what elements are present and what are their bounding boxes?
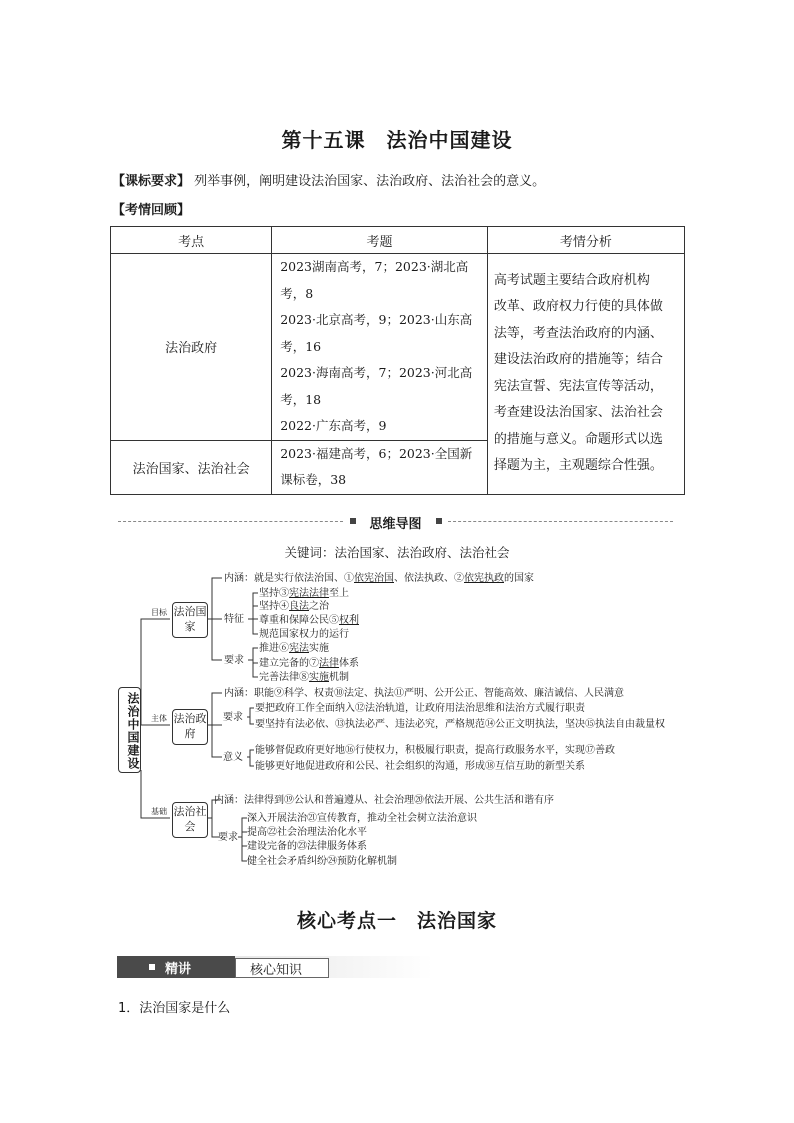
yaoqiu-item: 建设完备的㉓法律服务体系 [247,841,367,852]
list-item: 1．法治国家是什么 [118,1001,231,1016]
table-header: 考情分析 [487,227,684,254]
tezheng-item: 坚持④良法之治 [259,601,329,612]
table-cell-point: 法治政府 [111,254,272,441]
curriculum-label: 【课标要求】 [112,174,191,189]
tezheng-item: 坚持③宪法法律至上 [259,588,349,599]
neihan-line: 内涵：就是实行依法治国、①依宪治国、依法执政、②依宪执政的国家 [224,573,534,584]
yaoqiu-item: 建立完备的⑦法律体系 [259,658,359,669]
yaoqiu-item: 要把政府工作全面纳入⑫法治轨道，让政府用法治思维和法治方式履行职责 [255,703,585,714]
analysis-line: 高考试题主要结合政府机构 [493,272,650,288]
yiyi-item: 能够督促政府更好地⑯行使权力，积极履行职责，提高行政服务水平，实现⑰善政 [255,745,615,756]
table-header: 考点 [111,227,272,254]
question-line: 2022·广东高考，9 [280,418,387,433]
analysis-line: 择题为主，主观题综合性强。 [493,458,663,474]
branch-tag: 基础 [151,807,167,816]
tezheng-item: 规范国家权力的运行 [259,629,349,640]
review-label: 【考情回顾】 [112,203,191,218]
branch-box-government: 法治政府 [172,709,208,745]
analysis-line: 改革、政府权力行使的具体做 [493,299,663,315]
yaoqiu-label: 要求 [224,655,244,666]
question-line: 考，18 [280,391,322,407]
section-title: 核心考点一 法治国家 [296,910,497,932]
yaoqiu-item: 深入开展法治㉑宣传教育，推动全社会树立法治意识 [247,813,477,824]
banner-right-text: 核心知识 [250,963,303,978]
table-header: 考题 [272,227,488,254]
yaoqiu-item: 提高㉒社会治理法治化水平 [247,827,367,838]
page-title: 第十五课 法治中国建设 [281,128,513,152]
tezheng-item: 尊重和保障公民⑤权利 [259,615,359,626]
yaoqiu-item: 要坚持有法必依、⑬执法必严、违法必究，严格规范⑭公正文明执法，坚决⑮执法自由裁量权 [255,719,665,730]
question-line: 2023·北京高考，9；2023·山东高 [280,312,473,327]
yaoqiu-item: 推进⑥宪法实施 [259,643,329,654]
yaoqiu-label: 要求 [223,712,243,723]
analysis-line: 考查建设法治国家、法治社会 [493,405,663,421]
curriculum-text: 列举事例，阐明建设法治国家、法治政府、法治社会的意义。 [194,174,546,189]
yiyi-item: 能够更好地促进政府和公民、社会组织的沟通，形成⑱互信互助的新型关系 [255,761,585,772]
question-line: 考，16 [280,338,322,354]
table-cell-point: 法治国家、法治社会 [111,440,272,494]
neihan-line: 内涵：法律得到⑲公认和普遍遵从、社会治理⑳依法开展、公共生活和谐有序 [214,795,554,806]
question-line: 2023·福建高考，6；2023·全国新 [280,445,473,461]
banner-left-text: 精讲 [165,962,192,977]
question-line: 课标卷，38 [280,472,347,487]
branch-tag: 主体 [151,714,167,723]
yiyi-label: 意义 [223,752,243,763]
yaoqiu-item: 健全社会矛盾纠纷㉔预防化解机制 [247,856,397,867]
neihan-line: 内涵：职能⑨科学、权责⑩法定、执法⑪严明、公开公正、智能高效、廉洁诚信、人民满意 [224,688,624,699]
analysis-line: 的措施与意义。命题形式以选 [493,431,663,447]
branch-box-society: 法治社会 [172,802,208,838]
mindmap-keywords: 关键词：法治国家、法治政府、法治社会 [284,545,510,560]
branch-tag: 目标 [151,608,167,617]
mindmap-root: 法治中国建设 [118,687,141,773]
yaoqiu-item: 完善法律⑧实施机制 [259,672,349,683]
yaoqiu-label: 要求 [218,832,238,843]
analysis-line: 建设法治政府的措施等；结合 [493,352,663,368]
branch-box-country: 法治国家 [172,602,208,638]
square-icon [149,964,155,970]
question-line: 2023·海南高考，7；2023·河北高 [280,365,473,380]
tezheng-label: 特征 [224,614,244,625]
question-line: 考，8 [280,285,314,301]
analysis-line: 宪法宣誓、宪法宣传等活动， [493,378,663,394]
mindmap-header-text: 思维导图 [369,517,422,532]
question-line: 2023湖南高考，7；2023·湖北高 [280,259,469,274]
analysis-line: 法等，考查法治政府的内涵、 [493,325,663,341]
section-banner [117,956,433,978]
